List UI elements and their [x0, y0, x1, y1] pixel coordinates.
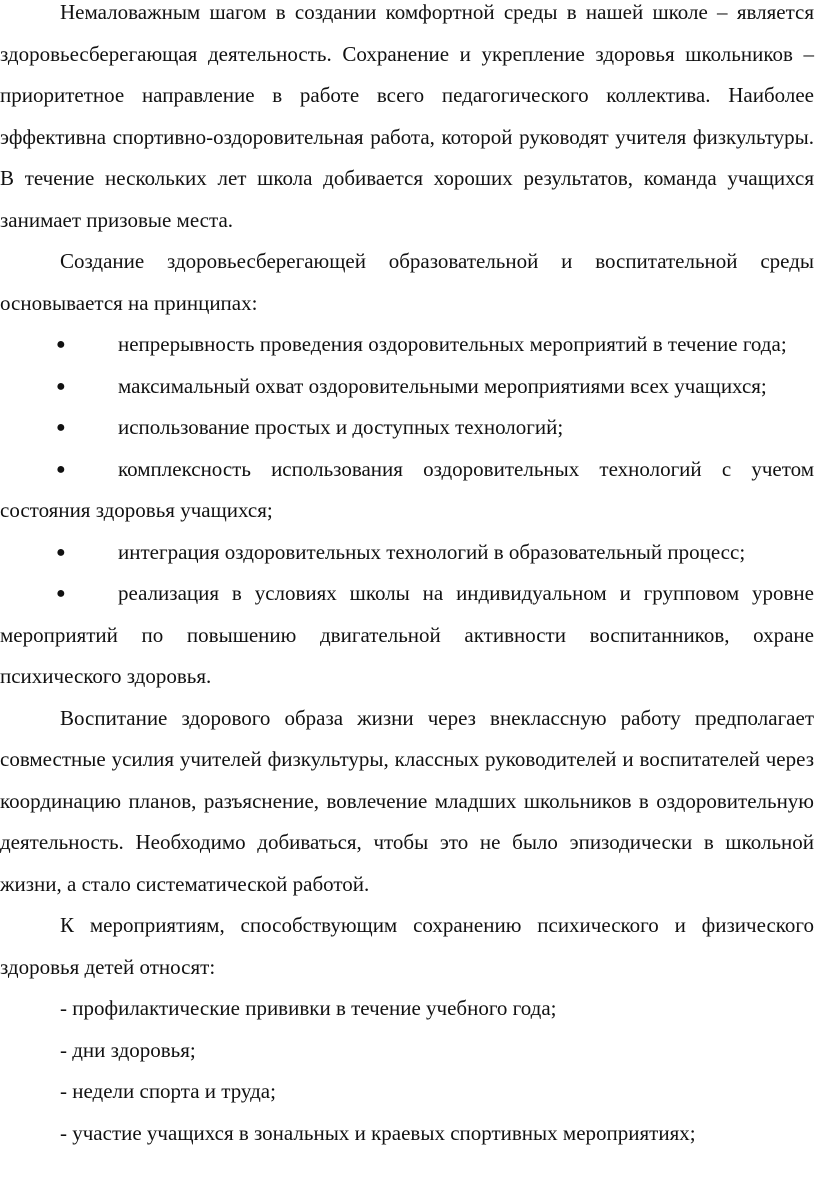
list-item: - дни здоровья;: [60, 1037, 196, 1062]
list-item-text: реализация в условиях школы на индивидуальном и групповом уровне мероприятий по повышению двигательной активности воспитанников, охране психического здоровья.: [0, 581, 814, 688]
paragraph-measures-intro: К мероприятиям, способствующим сохранению психического и физического здоровья детей относят:: [0, 913, 814, 979]
paragraph-healthy-lifestyle: Воспитание здорового образа жизни через внеклассную работу предполагает совместные усилия учителей физкультуры, классных руководителей и воспитателей через координацию планов, разъяснение, вовлечение младших школьников в оздоровительную деятельность. Необходимо добиваться, чтобы это не было эпизодически в школьной жизни, а стало систематической работой.: [0, 705, 814, 896]
bullet-icon: ●: [56, 460, 66, 478]
bullet-icon: ●: [56, 419, 66, 436]
list-item: [0, 366, 814, 408]
list-item-text: интеграция оздоровительных технологий в образовательный процесс;: [118, 539, 746, 564]
list-item-text: использование простых и доступных технологий;: [118, 415, 564, 439]
bullet-icon: ●: [56, 377, 66, 395]
list-item: [0, 449, 814, 532]
list-item: - профилактические прививки в течение учебного года;: [60, 996, 557, 1020]
principles-list: [0, 324, 814, 698]
list-item: - участие учащихся в зональных и краевых спортивных мероприятиях;: [60, 1120, 696, 1145]
list-item-text: максимальный охват оздоровительными мероприятиями всех учащихся;: [118, 373, 767, 398]
paragraph-principles-intro: Создание здоровьесберегающей образовательной и воспитательной среды основывается на принципах:: [0, 249, 814, 315]
list-item-text: непрерывность проведения оздоровительных мероприятий в течение года;: [118, 332, 787, 356]
bullet-icon: ●: [56, 585, 66, 602]
list-item: [0, 573, 814, 698]
bullet-icon: ●: [56, 336, 66, 353]
list-item: [0, 407, 814, 449]
bullet-icon: ●: [56, 543, 66, 561]
list-item-text: комплексность использования оздоровительных технологий с учетом состояния здоровья учащихся;: [0, 456, 814, 522]
list-item: - недели спорта и труда;: [60, 1079, 276, 1103]
list-item: [0, 324, 814, 366]
measures-list: [0, 988, 814, 1154]
paragraph-intro: Немаловажным шагом в создании комфортной среды в нашей школе – является здоровьесберегающая деятельность. Сохранение и укрепление здоровья школьников – приоритетное направление в работе всего педагогического коллектива. Наиболее эффективна спортивно-оздоровительная работа, которой руководят учителя физкультуры. В течение нескольких лет школа добивается хороших результатов, команда учащихся занимает призовые места.: [0, 0, 814, 232]
list-item: [0, 532, 814, 574]
